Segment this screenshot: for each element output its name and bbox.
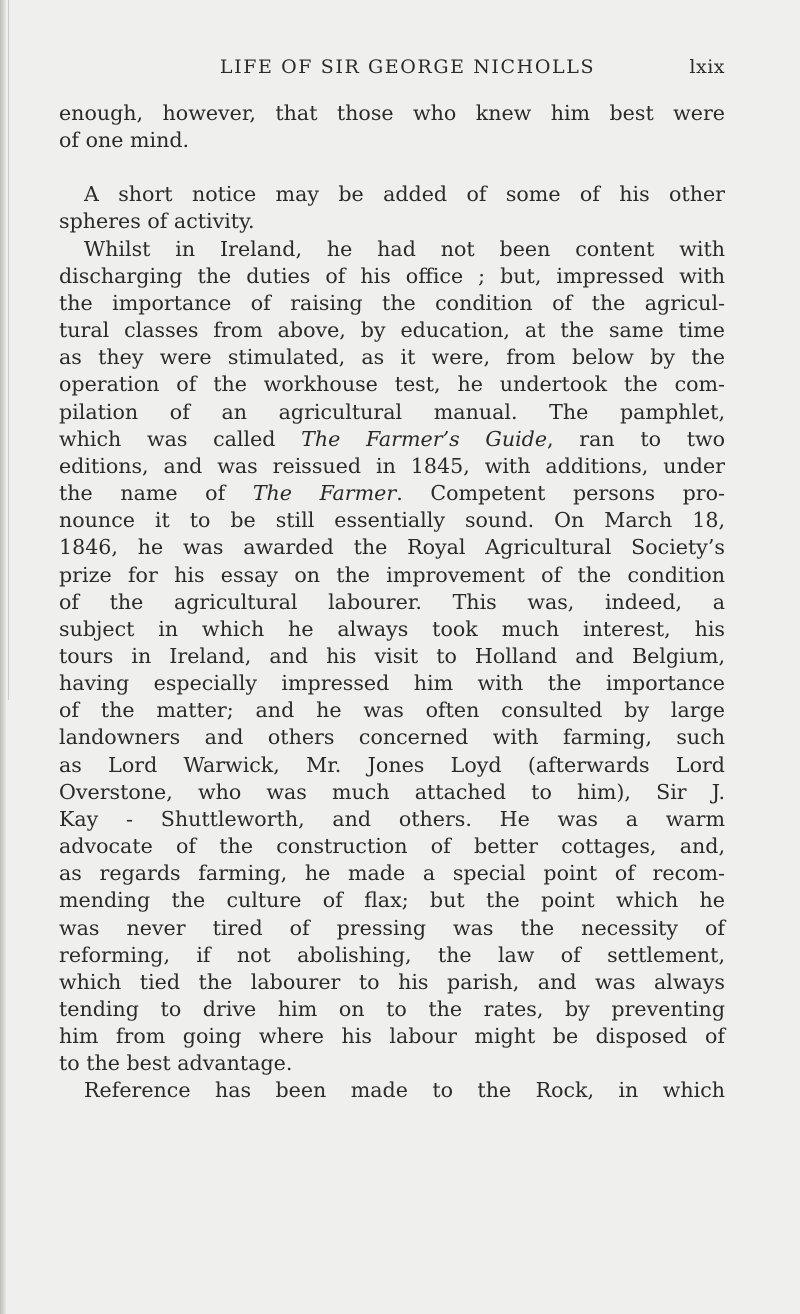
text-line: tours in Ireland, and his visit to Holland and Belgium, (59, 643, 725, 668)
text-line: to the best advantage. (59, 1051, 293, 1076)
text-line: A short notice may be added of some of his other (84, 182, 725, 207)
text-line: landowners and others concerned with farming, such (59, 725, 725, 750)
text-line: 1846, he was awarded the Royal Agricultural Society’s (59, 535, 725, 560)
binding-shadow (0, 0, 6, 1314)
text-line: as regards farming, he made a special point of recom- (59, 861, 725, 886)
text-line: of one mind. (59, 128, 190, 153)
text-line: as Lord Warwick, Mr. Jones Loyd (afterwards Lord (59, 752, 725, 777)
gutter-line (8, 0, 9, 700)
text-line: subject in which he always took much interest, his (59, 616, 725, 641)
italic-title: The Farmer (252, 481, 397, 506)
page-number: lxix (689, 56, 725, 78)
text-line: editions, and was reissued in 1845, with additions, under (59, 453, 725, 478)
text-line: Whilst in Ireland, he had not been content with (84, 236, 725, 261)
text-line: the importance of raising the condition of the agricul- (59, 290, 725, 315)
text-line: mending the culture of flax; but the point which he (59, 888, 725, 913)
text-line: which tied the labourer to his parish, and was always (59, 969, 725, 994)
text-segment: . Competent persons pro- (396, 481, 725, 506)
text-line (59, 480, 725, 507)
running-title: LIFE OF SIR GEORGE NICHOLLS (219, 56, 596, 78)
text-line: Overstone, who was much attached to him), Sir J. (59, 779, 725, 804)
text-line: reforming, if not abolishing, the law of settlement, (59, 942, 725, 967)
text-segment: which was called (59, 426, 302, 451)
text-line: him from going where his labour might be disposed of (59, 1024, 725, 1049)
text-segment: the name of (59, 481, 253, 506)
italic-title: The Farmer’s Guide (301, 426, 548, 451)
text-line: nounce it to be still essentially sound. On March 18, (59, 508, 725, 533)
text-line: enough, however, that those who knew him best were (59, 101, 725, 125)
text-line: of the matter; and he was often consulted by large (59, 698, 725, 723)
text-line: prize for his essay on the improvement of the condition (59, 562, 725, 587)
text-line: advocate of the construction of better cottages, and, (59, 834, 725, 859)
page-header (60, 56, 725, 82)
text-line: discharging the duties of his office ; but, impressed with (59, 263, 725, 288)
text-line: of the agricultural labourer. This was, indeed, a (59, 589, 725, 614)
text-line: as they were stimulated, as it were, from below by the (59, 345, 725, 370)
text-line: having especially impressed him with the importance (59, 671, 725, 696)
paragraph-gap (59, 154, 725, 181)
text-line: Reference has been made to the Rock, in which (84, 1078, 725, 1103)
text-line: operation of the workhouse test, he undertook the com- (59, 372, 725, 397)
text-line: spheres of activity. (59, 209, 255, 234)
text-segment: , ran to two (547, 426, 725, 451)
text-line: was never tired of pressing was the necessity of (59, 915, 725, 940)
text-line (59, 426, 725, 453)
text-line: tural classes from above, by education, at the same time (59, 318, 725, 343)
text-line: pilation of an agricultural manual. The pamphlet, (59, 399, 725, 424)
text-line: tending to drive him on to the rates, by preventing (59, 997, 725, 1021)
body-text (59, 100, 725, 1105)
text-line: Kay - Shuttleworth, and others. He was a warm (59, 806, 725, 831)
